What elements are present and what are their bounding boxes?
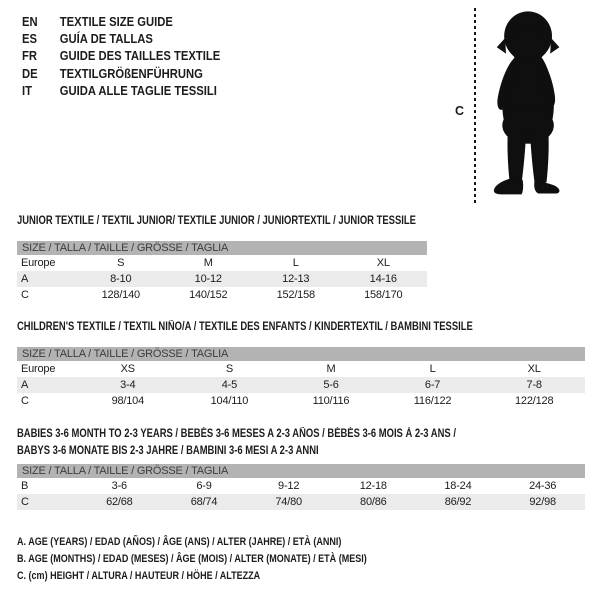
size-cell: L: [429, 363, 436, 375]
language-label: TEXTILE SIZE GUIDE: [59, 14, 173, 29]
row-label: A: [17, 377, 77, 393]
row-label: C: [21, 289, 29, 301]
size-cell: XS: [120, 363, 135, 375]
language-row: [22, 48, 220, 65]
height-measure-label: C: [455, 104, 465, 118]
language-code: IT: [22, 84, 32, 99]
size-cell: 92/98: [500, 494, 585, 510]
language-row: [22, 13, 220, 30]
table-row: [17, 494, 585, 510]
size-cell: 6-9: [196, 480, 212, 492]
size-cell: XL: [376, 257, 390, 269]
row-label: C: [21, 395, 29, 407]
size-cell: S: [225, 363, 233, 375]
language-label: GUÍA DE TALLAS: [59, 32, 153, 47]
size-cell: 24-36: [529, 480, 557, 492]
table-row: [17, 361, 585, 377]
size-cell: 74/80: [246, 494, 331, 510]
row-label: C: [17, 494, 77, 510]
size-cell: 86/92: [416, 494, 501, 510]
footnote-age-years: A. AGE (YEARS) / EDAD (AÑOS) / ÂGE (ANS) / ALTER (JAHRE) / ETÀ (ANNI): [17, 536, 342, 548]
size-cell: 14-16: [340, 271, 428, 287]
size-cell: 62/68: [77, 494, 162, 510]
babies-size-table: [17, 464, 585, 510]
size-cell: 8-10: [77, 271, 165, 287]
language-row: [22, 83, 220, 100]
size-cell: 116/122: [413, 395, 452, 407]
size-cell: 110/116: [312, 395, 350, 407]
row-label: B: [21, 480, 29, 492]
section-title-children: CHILDREN'S TEXTILE / TEXTIL NIÑO/A / TEXTILE DES ENFANTS / KINDERTEXTIL / BAMBINI TESSILE: [17, 321, 473, 333]
size-cell: M: [203, 257, 213, 269]
size-cell: 5-6: [280, 377, 382, 393]
size-cell: 68/74: [162, 494, 247, 510]
language-label: GUIDA ALLE TAGLIE TESSILI: [59, 84, 217, 99]
section-title-babies-line1: BABIES 3-6 MONTH TO 2-3 YEARS / BEBÉS 3-6 MESES A 2-3 AÑOS / BÉBÉS 3-6 MOIS À 2-3 ANS /: [17, 428, 456, 440]
section-title-babies-line2: BABYS 3-6 MONATE BIS 2-3 JAHRE / BAMBINI 3-6 MESI A 2-3 ANNI: [17, 444, 319, 457]
language-label: TEXTILGRÖßENFÜHRUNG: [59, 66, 203, 81]
children-size-table: [17, 347, 585, 409]
junior-size-table: [17, 241, 427, 303]
table-row: [17, 271, 427, 287]
row-label: Europe: [21, 363, 56, 375]
size-cell: XL: [527, 363, 541, 375]
table-header-row: [17, 347, 585, 361]
size-cell: 18-24: [444, 480, 472, 492]
size-cell: L: [292, 257, 299, 269]
table-header-label: SIZE / TALLA / TAILLE / GRÖSSE / TAGLIA: [17, 464, 585, 478]
language-code: FR: [22, 49, 38, 64]
table-row: [17, 478, 585, 494]
size-cell: 12-13: [252, 271, 340, 287]
size-cell: 10-12: [165, 271, 253, 287]
size-cell: 80/86: [331, 494, 416, 510]
size-cell: 9-12: [278, 480, 300, 492]
language-row: [22, 65, 220, 82]
size-cell: 152/158: [276, 289, 315, 301]
size-cell: 12-18: [359, 480, 387, 492]
section-title-babies: [17, 426, 552, 459]
language-list: [22, 13, 220, 100]
row-label: Europe: [21, 257, 56, 269]
size-cell: 98/104: [111, 395, 145, 407]
baby-silhouette-icon: [483, 6, 575, 208]
size-cell: 104/110: [210, 395, 249, 407]
language-row: [22, 30, 220, 47]
size-cell: 4-5: [179, 377, 281, 393]
language-label: GUIDE DES TAILLES TEXTILE: [59, 49, 221, 64]
table-row: [17, 377, 585, 393]
size-cell: 140/152: [189, 289, 228, 301]
size-cell: M: [326, 363, 336, 375]
size-cell: 7-8: [483, 377, 585, 393]
table-row: [17, 393, 585, 409]
footnote-height: C. (cm) HEIGHT / ALTURA / HAUTEUR / HÖHE / ALTEZZA: [17, 570, 261, 582]
size-cell: S: [117, 257, 125, 269]
size-cell: 122/128: [515, 395, 554, 407]
row-label: A: [17, 271, 77, 287]
table-row: [17, 255, 427, 271]
footnote-age-months: B. AGE (MONTHS) / EDAD (MESES) / ÂGE (MOIS) / ALTER (MONATE) / ETÀ (MESI): [17, 553, 367, 565]
language-code: EN: [22, 14, 38, 29]
table-header-label: SIZE / TALLA / TAILLE / GRÖSSE / TAGLIA: [17, 241, 427, 255]
language-code: DE: [22, 66, 38, 81]
table-header-row: [17, 241, 427, 255]
size-cell: 128/140: [101, 289, 140, 301]
footnotes: [17, 534, 444, 585]
section-title-junior: JUNIOR TEXTILE / TEXTIL JUNIOR/ TEXTILE JUNIOR / JUNIORTEXTIL / JUNIOR TESSILE: [17, 215, 416, 227]
height-measure-line: [474, 8, 476, 205]
table-header-row: [17, 464, 585, 478]
table-header-label: SIZE / TALLA / TAILLE / GRÖSSE / TAGLIA: [17, 347, 585, 361]
language-code: ES: [22, 32, 38, 47]
table-row: [17, 287, 427, 303]
size-cell: 3-6: [111, 480, 127, 492]
size-cell: 158/170: [364, 289, 403, 301]
size-cell: 6-7: [382, 377, 484, 393]
size-cell: 3-4: [77, 377, 179, 393]
